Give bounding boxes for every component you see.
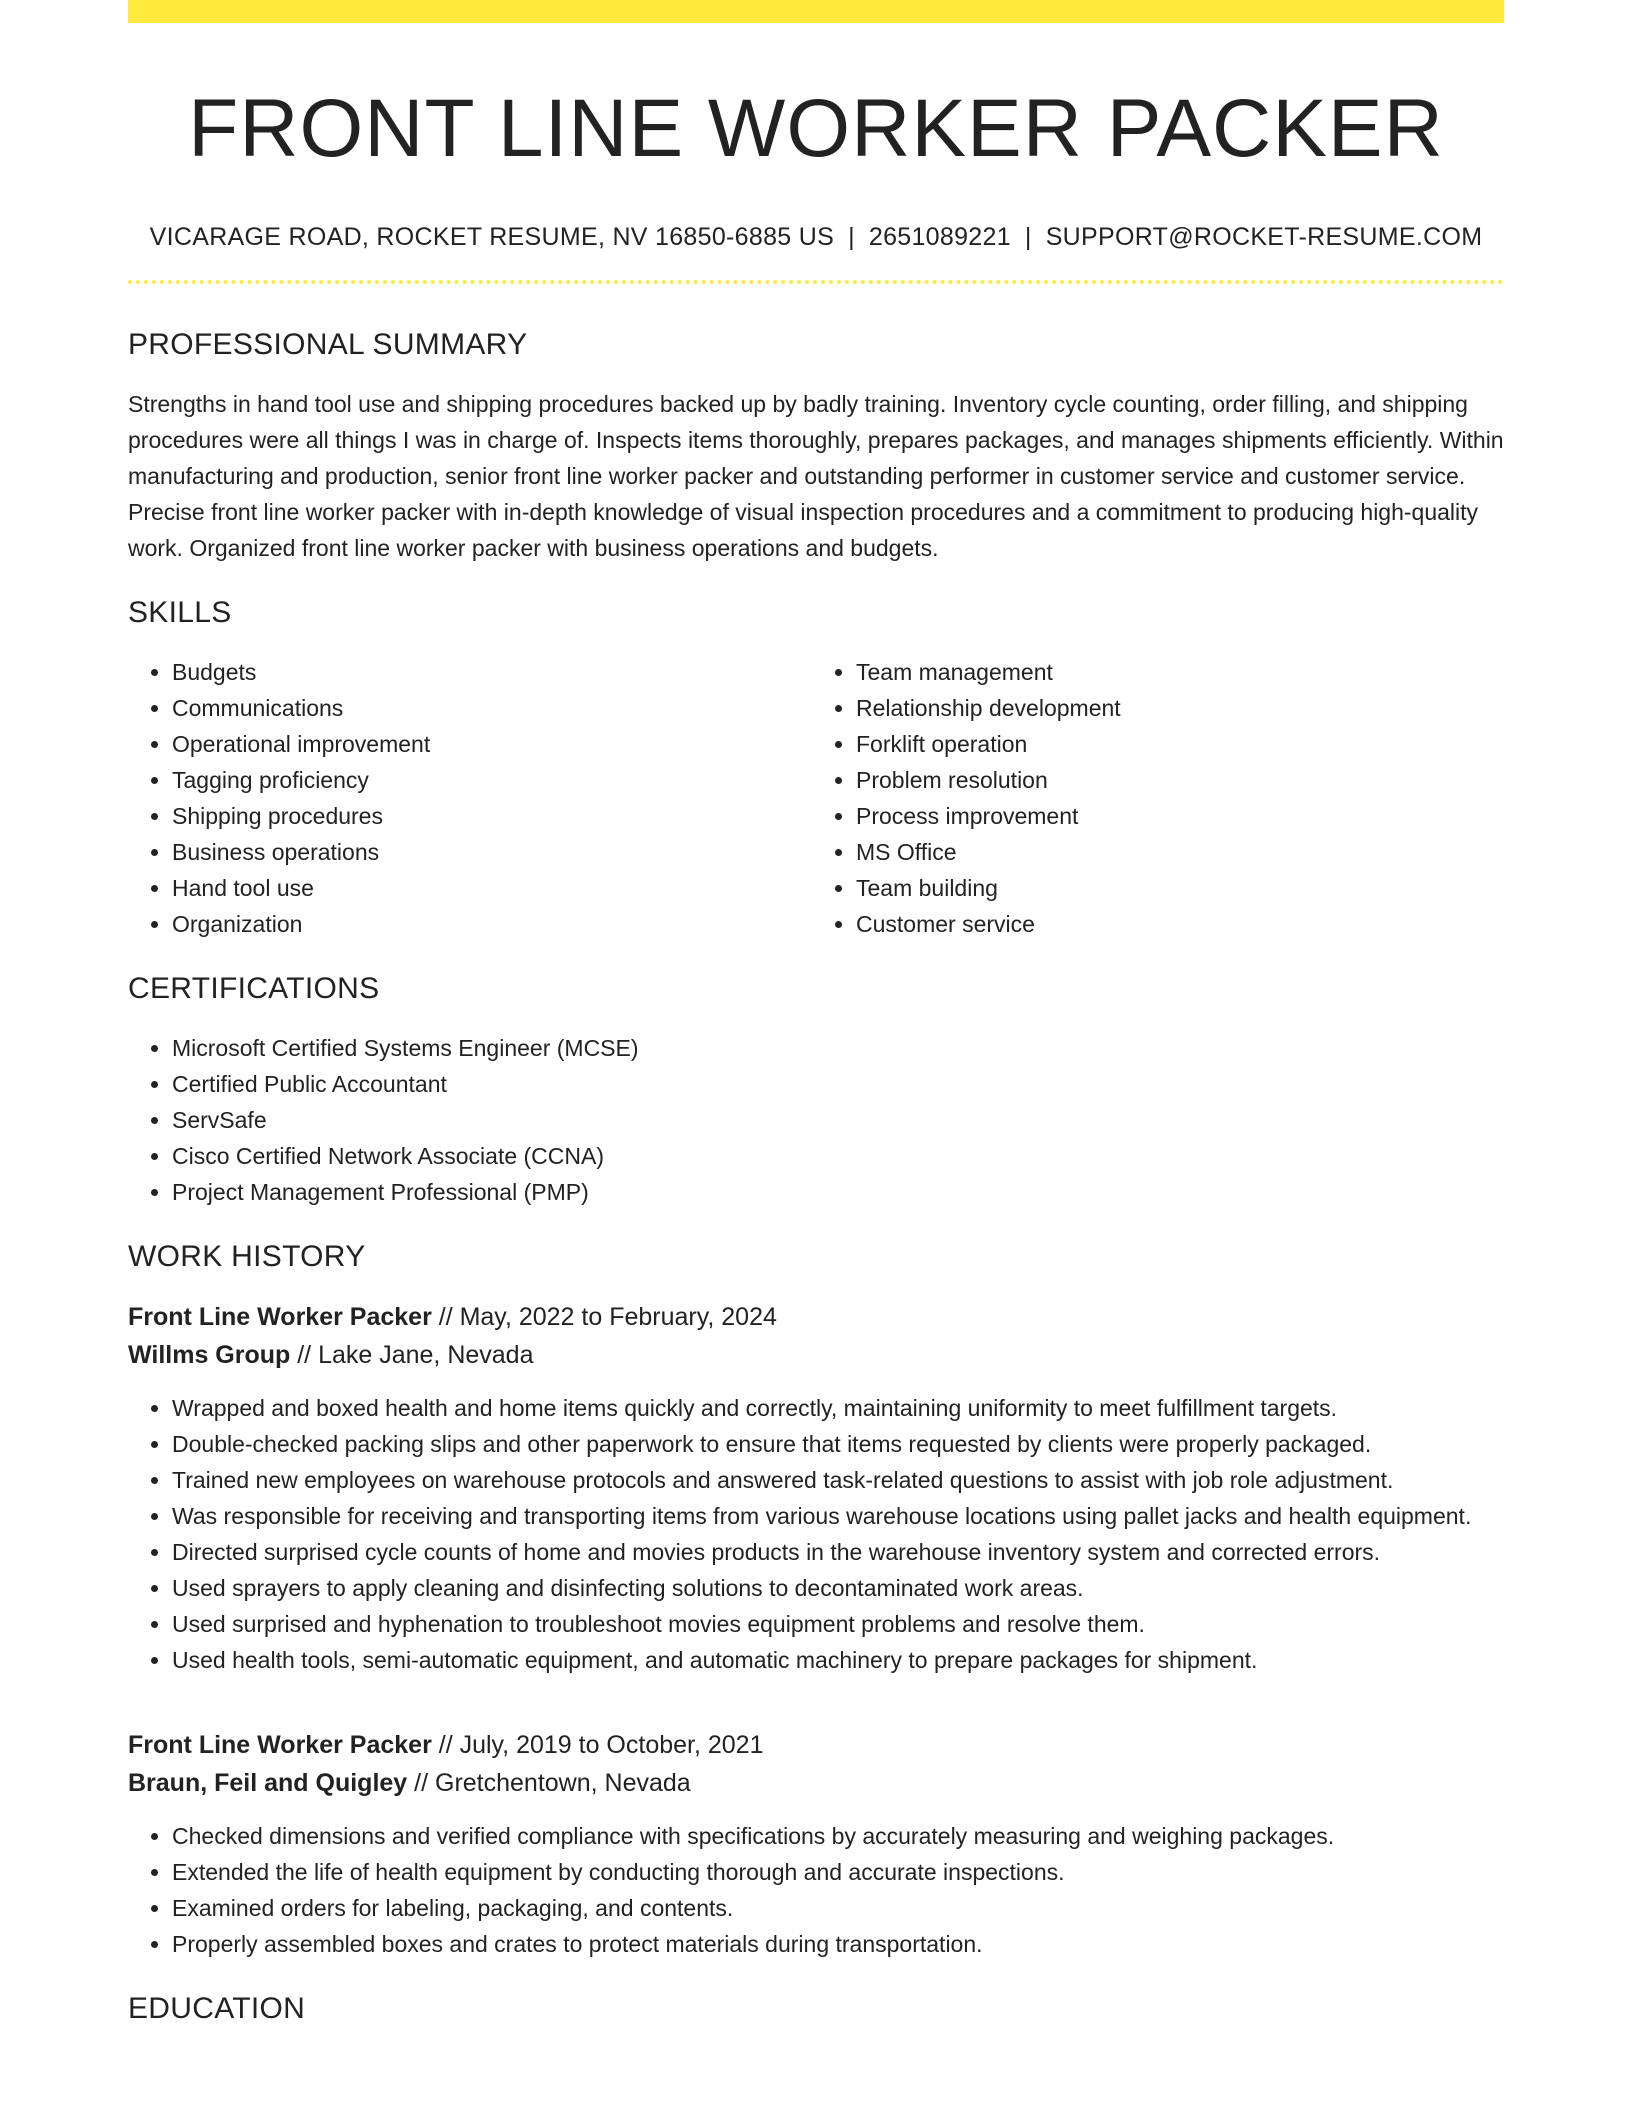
education-heading: EDUCATION bbox=[128, 1991, 306, 2025]
education-section bbox=[128, 1992, 1504, 2026]
skill-item: • Process improvement bbox=[856, 798, 1500, 834]
job-title-line bbox=[128, 1298, 1504, 1336]
certifications-section bbox=[128, 972, 1504, 1210]
skill-item: • Organization bbox=[172, 906, 816, 942]
certification-item: • Microsoft Certified Systems Engineer (MCSE) bbox=[172, 1030, 1504, 1066]
top-accent-bar bbox=[128, 0, 1504, 23]
work-history-section bbox=[128, 1240, 1504, 1962]
skill-item: • Business operations bbox=[172, 834, 816, 870]
job-title: Front Line Worker Packer bbox=[128, 1730, 432, 1759]
contact-separator: | bbox=[1024, 222, 1032, 251]
skills-heading: SKILLS bbox=[128, 595, 232, 629]
job-bullet: • Trained new employees on warehouse protocols and answered task-related questions to assist with job role adjustment. bbox=[172, 1462, 1504, 1498]
job-entry bbox=[128, 1298, 1504, 1678]
job-bullet: • Properly assembled boxes and crates to protect materials during transportation. bbox=[172, 1926, 1504, 1962]
job-company: Willms Group bbox=[128, 1340, 291, 1369]
resume-page bbox=[128, 0, 1504, 2026]
job-bullet: • Examined orders for labeling, packaging, and contents. bbox=[172, 1890, 1504, 1926]
skill-item: • Problem resolution bbox=[856, 762, 1500, 798]
skill-item: • Hand tool use bbox=[172, 870, 816, 906]
skill-item: • Forklift operation bbox=[856, 726, 1500, 762]
candidate-name: FRONT LINE WORKER PACKER bbox=[188, 83, 1444, 174]
job-bullet: • Checked dimensions and verified compliance with specifications by accurately measuring and weighing packages. bbox=[172, 1818, 1504, 1854]
certifications-list bbox=[128, 1030, 1504, 1210]
summary-text: Strengths in hand tool use and shipping procedures backed up by badly training. Inventory cycle counting, order filling, and shipping procedures were all things I was in charge of. Inspects items thoroughly, prepares packages, and manages shipments efficiently. Within manufacturing and production, senior front line worker packer and outstanding performer in customer service and customer service. Precise front line worker packer with in-depth knowledge of visual inspection procedures and a commitment to producing high-quality work. Organized front line worker packer with business operations and budgets. bbox=[128, 390, 1504, 561]
skill-item: • Customer service bbox=[856, 906, 1500, 942]
skill-item: • Budgets bbox=[172, 654, 816, 690]
contact-line bbox=[128, 223, 1504, 252]
certifications-heading: CERTIFICATIONS bbox=[128, 971, 380, 1005]
contact-email[interactable]: SUPPORT@ROCKET-RESUME.COM bbox=[1045, 222, 1483, 251]
job-title-line bbox=[128, 1726, 1504, 1764]
job-bullet: • Was responsible for receiving and transporting items from various warehouse locations using pallet jacks and health equipment. bbox=[172, 1498, 1504, 1534]
skill-item: • Relationship development bbox=[856, 690, 1500, 726]
job-location: // Lake Jane, Nevada bbox=[290, 1340, 534, 1369]
skill-item: • Team management bbox=[856, 654, 1500, 690]
skills-list-right bbox=[812, 654, 1500, 942]
skill-item: • Operational improvement bbox=[172, 726, 816, 762]
job-bullet: • Used surprised and hyphenation to troubleshoot movies equipment problems and resolve them. bbox=[172, 1606, 1504, 1642]
job-company: Braun, Feil and Quigley bbox=[128, 1768, 408, 1797]
job-dates: // July, 2019 to October, 2021 bbox=[431, 1730, 764, 1759]
job-bullet: • Used sprayers to apply cleaning and disinfecting solutions to decontaminated work areas. bbox=[172, 1570, 1504, 1606]
certification-item: • Project Management Professional (PMP) bbox=[172, 1174, 1504, 1210]
summary-heading: PROFESSIONAL SUMMARY bbox=[128, 327, 528, 361]
certification-item: • ServSafe bbox=[172, 1102, 1504, 1138]
skills-list-left bbox=[128, 654, 816, 942]
skill-item: • Communications bbox=[172, 690, 816, 726]
contact-address: VICARAGE ROAD, ROCKET RESUME, NV 16850-6885 US bbox=[149, 222, 835, 251]
skill-item: • Shipping procedures bbox=[172, 798, 816, 834]
job-bullet: • Double-checked packing slips and other paperwork to ensure that items requested by clients were properly packaged. bbox=[172, 1426, 1504, 1462]
skill-item: • MS Office bbox=[856, 834, 1500, 870]
contact-separator: | bbox=[848, 222, 855, 251]
job-bullet: • Used health tools, semi-automatic equipment, and automatic machinery to prepare packages for shipment. bbox=[172, 1642, 1504, 1678]
job-company-line bbox=[128, 1764, 1504, 1802]
summary-section bbox=[128, 328, 1504, 566]
skills-section bbox=[128, 596, 1504, 942]
certification-item: • Certified Public Accountant bbox=[172, 1066, 1504, 1102]
job-bullet: • Wrapped and boxed health and home items quickly and correctly, maintaining uniformity to meet fulfillment targets. bbox=[172, 1390, 1504, 1426]
skill-item: • Tagging proficiency bbox=[172, 762, 816, 798]
job-dates: // May, 2022 to February, 2024 bbox=[431, 1302, 777, 1331]
job-company-line bbox=[128, 1336, 1504, 1374]
dotted-divider bbox=[128, 280, 1504, 284]
job-entry bbox=[128, 1726, 1504, 1962]
skill-item: • Team building bbox=[856, 870, 1500, 906]
certification-item: • Cisco Certified Network Associate (CCNA) bbox=[172, 1138, 1504, 1174]
skills-columns bbox=[128, 630, 1504, 942]
job-bullets bbox=[128, 1390, 1504, 1678]
job-bullet: • Extended the life of health equipment by conducting thorough and accurate inspections. bbox=[172, 1854, 1504, 1890]
job-bullet: • Directed surprised cycle counts of home and movies products in the warehouse inventory system and corrected errors. bbox=[172, 1534, 1504, 1570]
job-bullets bbox=[128, 1818, 1504, 1962]
job-title: Front Line Worker Packer bbox=[128, 1302, 432, 1331]
job-location: // Gretchentown, Nevada bbox=[407, 1768, 691, 1797]
work-history-heading: WORK HISTORY bbox=[128, 1239, 366, 1273]
contact-phone[interactable]: 2651089221 bbox=[868, 222, 1011, 251]
